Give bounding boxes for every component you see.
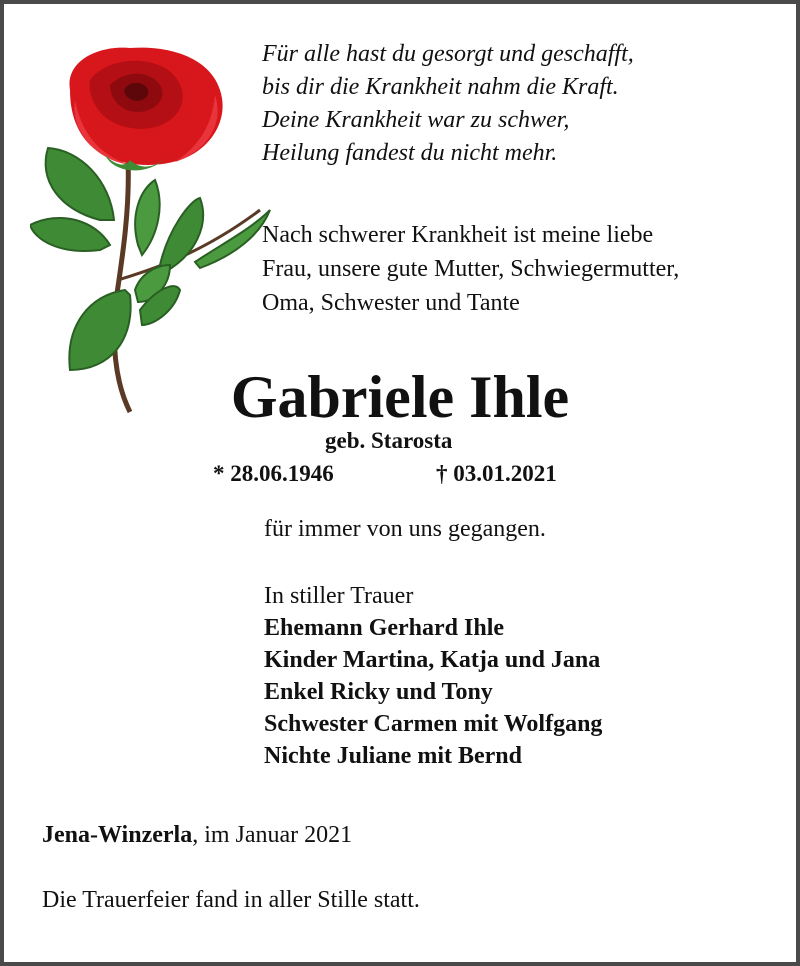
mourners-intro: In stiller Trauer	[264, 583, 414, 609]
location-date: , im Januar 2021	[192, 822, 353, 848]
mourner-name: Schwester Carmen mit Wolfgang	[264, 711, 603, 737]
poem-line: Für alle hast du gesorgt und geschafft,	[262, 41, 634, 67]
poem-line: bis dir die Krankheit nahm die Kraft.	[262, 74, 619, 100]
service-note: Die Trauerfeier fand in aller Stille statt.	[42, 887, 420, 913]
mourner-name: Ehemann Gerhard Ihle	[264, 615, 505, 641]
mourner-name: Nichte Juliane mit Bernd	[264, 743, 522, 769]
poem-line: Deine Krankheit war zu schwer,	[262, 107, 570, 133]
birth-name: geb. Starosta	[325, 428, 453, 453]
birth-date: * 28.06.1946	[213, 461, 334, 486]
intro-line: Oma, Schwester und Tante	[262, 290, 520, 316]
mourner-name: Enkel Ricky und Tony	[264, 679, 493, 705]
death-date: † 03.01.2021	[436, 461, 557, 486]
location-place: Jena-Winzerla	[42, 822, 193, 848]
intro-line: Nach schwerer Krankheit ist meine liebe	[262, 222, 654, 248]
intro-text	[262, 218, 679, 320]
deceased-name: Gabriele Ihle	[230, 364, 570, 430]
intro-line: Frau, unsere gute Mutter, Schwiegermutter,	[262, 256, 680, 282]
poem	[262, 38, 634, 170]
mourners-block	[264, 580, 602, 772]
mourner-name: Kinder Martina, Katja und Jana	[264, 647, 601, 673]
poem-line: Heilung fandest du nicht mehr.	[262, 140, 558, 166]
departed-text: für immer von uns gegangen.	[264, 516, 546, 542]
location-line	[42, 822, 352, 849]
